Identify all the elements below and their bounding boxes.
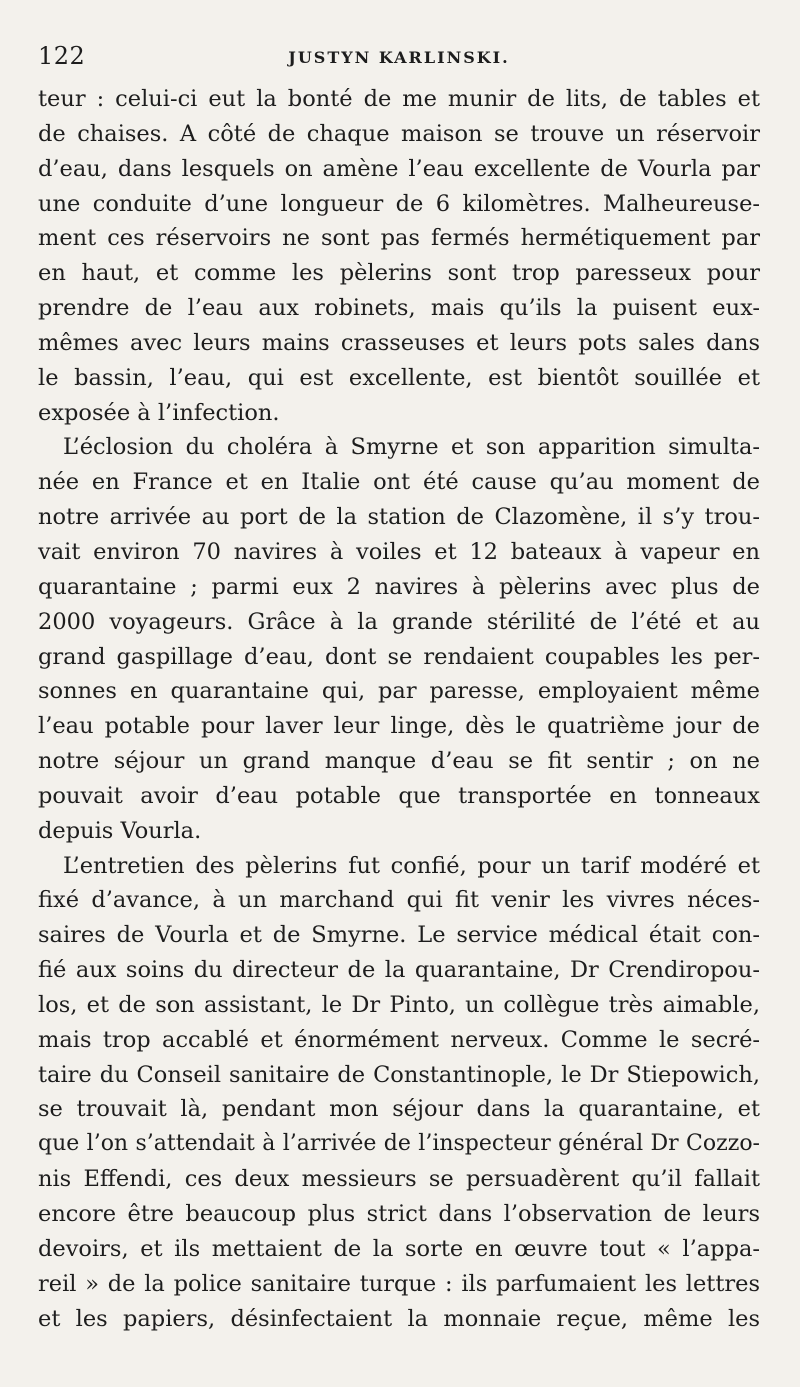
text-line: nis Effendi, ces deux messieurs se persuadèrent qu’il fallait (38, 1166, 760, 1193)
text-line: vait environ 70 navires à voiles et 12 bateaux à vapeur en (38, 538, 760, 565)
text-line: depuis Vourla. (38, 817, 202, 844)
text-line: le bassin, l’eau, qui est excellente, est bientôt souillée et (38, 364, 760, 391)
text-line: l’eau potable pour laver leur linge, dès le quatrième jour de (38, 713, 760, 740)
text-line: reil » de la police sanitaire turque : ils parfumaient les lettres (38, 1270, 760, 1297)
text-line: exposée à l’infection. (38, 399, 280, 426)
text-line: ment ces réservoirs ne sont pas fermés hermétiquement par (38, 225, 760, 252)
text-line: taire du Conseil sanitaire de Constantinople, le Dr Stiepowich, (38, 1061, 760, 1088)
text-line: née en France et en Italie ont été cause qu’au moment de (38, 469, 760, 496)
text-line: prendre de l’eau aux robinets, mais qu’ils la puisent eux- (38, 295, 760, 322)
text-line: fixé d’avance, à un marchand qui fit venir les vivres néces- (38, 887, 760, 914)
text-line: saires de Vourla et de Smyrne. Le service médical était con- (38, 922, 760, 949)
text-line: notre séjour un grand manque d’eau se fit sentir ; on ne (38, 748, 760, 775)
page-number: 122 (38, 42, 86, 70)
text-line: notre arrivée au port de la station de Clazomène, il s’y trou- (38, 504, 760, 531)
text-line: se trouvait là, pendant mon séjour dans la quarantaine, et (38, 1096, 760, 1123)
text-line: L’entretien des pèlerins fut confié, pour un tarif modéré et (63, 852, 760, 879)
text-line: sonnes en quarantaine qui, par paresse, employaient même (38, 678, 760, 705)
text-line: d’eau, dans lesquels on amène l’eau excellente de Vourla par (38, 155, 760, 182)
text-line: une conduite d’une longueur de 6 kilomètres. Malheureuse- (38, 190, 760, 217)
text-line: 2000 voyageurs. Grâce à la grande stérilité de l’été et au (38, 608, 760, 635)
text-line: en haut, et comme les pèlerins sont trop paresseux pour (38, 260, 760, 287)
text-line: fié aux soins du directeur de la quarantaine, Dr Crendiropou- (38, 957, 760, 984)
text-line: los, et de son assistant, le Dr Pinto, un collègue très aimable, (38, 991, 760, 1018)
text-line: mais trop accablé et énormément nerveux. Comme le secré- (38, 1026, 760, 1053)
text-line: que l’on s’attendait à l’arrivée de l’inspecteur général Dr Cozzo- (38, 1131, 760, 1157)
text-line: encore être beaucoup plus strict dans l’observation de leurs (38, 1201, 760, 1227)
text-line: devoirs, et ils mettaient de la sorte en œuvre tout « l’appa- (38, 1235, 760, 1262)
text-line: L’éclosion du choléra à Smyrne et son apparition simulta- (63, 434, 760, 461)
text-line: quarantaine ; parmi eux 2 navires à pèlerins avec plus de (38, 573, 760, 600)
text-line: pouvait avoir d’eau potable que transportée en tonneaux (38, 782, 760, 809)
text-line: et les papiers, désinfectaient la monnaie reçue, même les (38, 1305, 760, 1332)
text-line: de chaises. A côté de chaque maison se trouve un réservoir (38, 120, 760, 147)
text-line: grand gaspillage d’eau, dont se rendaient coupables les per- (38, 643, 760, 670)
body-text (38, 82, 760, 1336)
text-line: mêmes avec leurs mains crasseuses et leurs pots sales dans (38, 329, 760, 356)
running-head: JUSTYN KARLINSKI. (288, 48, 510, 67)
page-header (38, 38, 760, 78)
text-line: teur : celui-ci eut la bonté de me munir de lits, de tables et (38, 86, 760, 112)
